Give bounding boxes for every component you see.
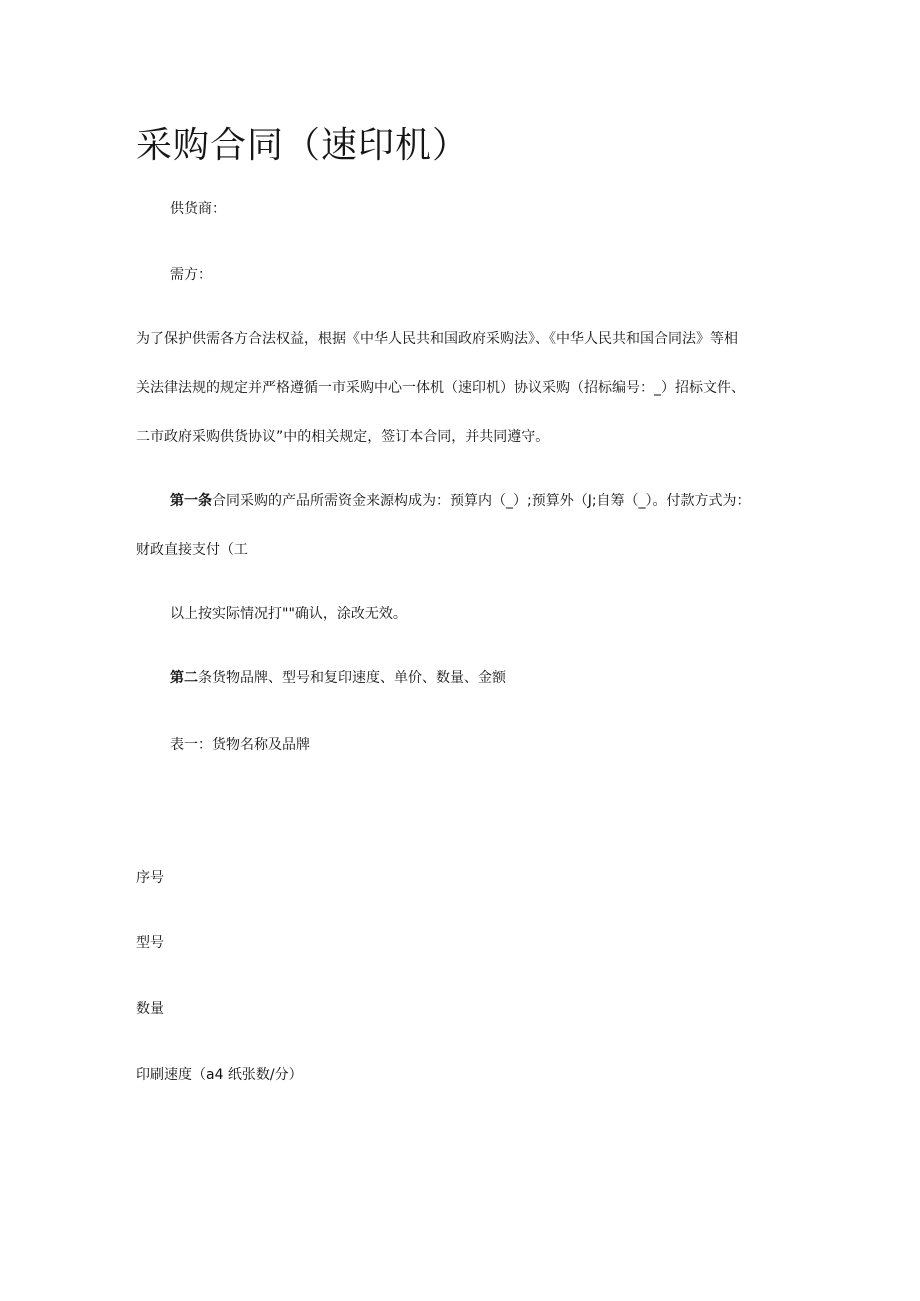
article-1-paragraph: [170, 492, 751, 510]
intro-line-2: 关法律法规的规定并严格遵循一市采购中心一体机（速印机）协议采购（招标编号：_）招标文件、: [136, 380, 745, 396]
table-caption: 表一：货物名称及品牌: [170, 737, 310, 753]
note-text: 以上按实际情况打""确认，涂改无效。: [170, 606, 407, 622]
article-1-heading: 第一条: [170, 493, 212, 509]
article-2-paragraph: [170, 669, 506, 687]
article-1-text: 合同采购的产品所需资金来源构成为：预算内（_）;预算外（J;自筹（_）。付款方式为：: [212, 493, 751, 509]
table-field-serial-number: 序号: [136, 870, 164, 886]
article-1-continuation: 财政直接支付（工: [136, 542, 248, 558]
supplier-label: 供货商：: [170, 201, 226, 217]
intro-line-3: 二市政府采购供货协议”中的相关规定，签订本合同，并共同遵守。: [136, 429, 550, 445]
table-field-model: 型号: [136, 935, 164, 951]
buyer-label: 需方：: [170, 267, 212, 283]
table-field-quantity: 数量: [136, 1001, 164, 1017]
article-2-text: 条货物品牌、型号和复印速度、单价、数量、金额: [198, 670, 506, 686]
intro-line-1: 为了保护供需各方合法权益，根据《中华人民共和国政府采购法》、《中华人民共和国合同法》等相: [136, 331, 738, 347]
article-2-heading: 第二: [170, 670, 198, 686]
document-title: 采购合同（速印机）: [136, 125, 470, 166]
table-field-print-speed: 印刷速度（a4 纸张数/分）: [136, 1067, 303, 1083]
